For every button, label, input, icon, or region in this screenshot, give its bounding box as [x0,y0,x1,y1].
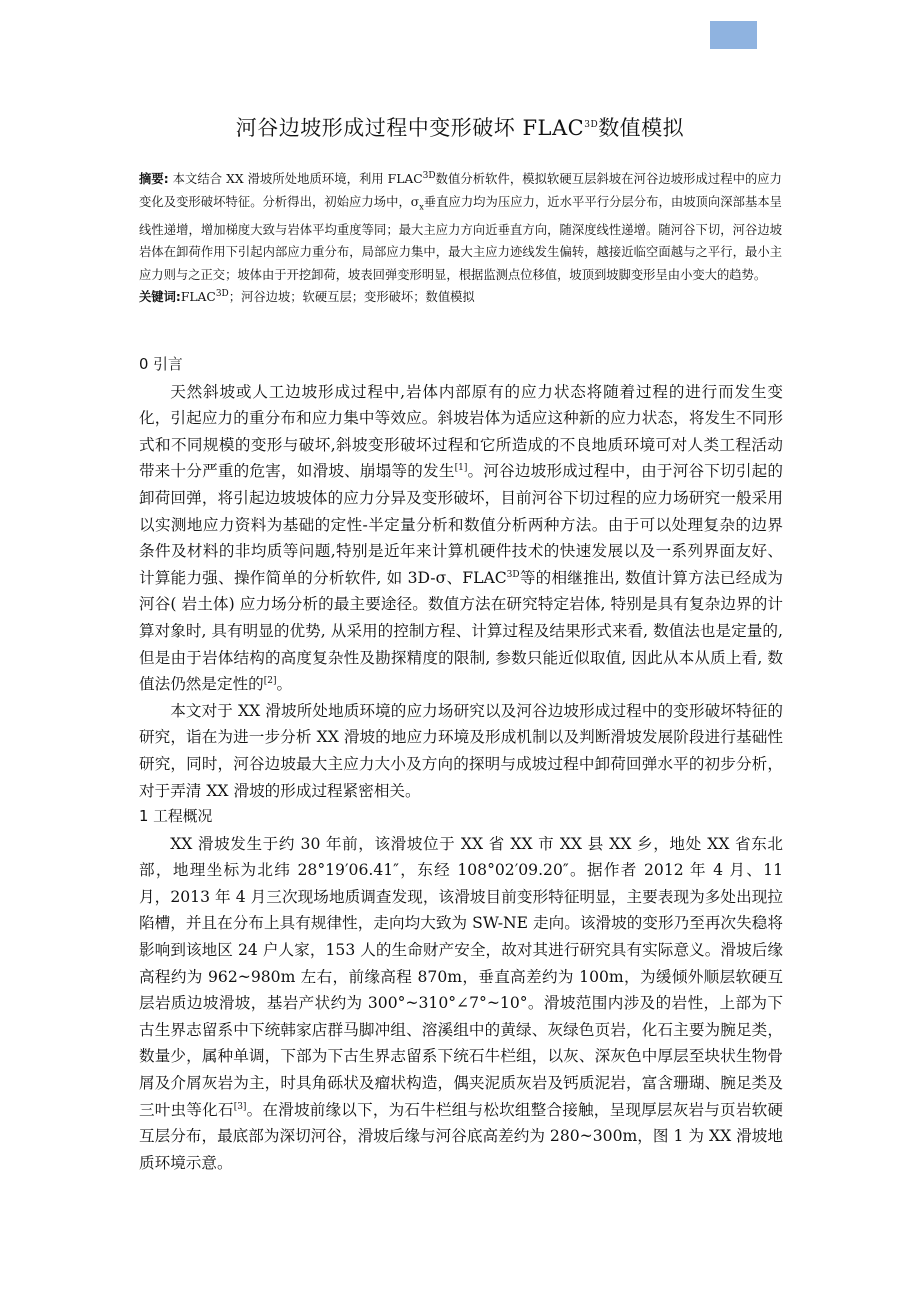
section-0-paragraph-2: 本文对于 XX 滑坡所处地质环境的应力场研究以及河谷边坡形成过程中的变形破坏特征的研究，诣在为进一步分析 XX 滑坡的地应力环境及形成机制以及判断滑坡发展阶段进行基础性研究，同时，河谷边坡最大主应力大小及方向的探明与成坡过程中卸荷回弹水平的初步分析，对于弄清 XX 滑坡的形成过程紧密相关。 [139,701,783,800]
section-1-paragraph-1 [139,831,783,1177]
body-text [139,352,783,1176]
keywords-label: 关键词: [139,290,181,305]
abstract-rest: 垂直应力均为压应力，近水平平行分层分布，由坡顶向深部基本呈线性递增，增加梯度大致与岩体平均重度等同；最大主应力方向近垂直方向，随深度线性递增。随河谷下切，河谷边坡岩体在卸荷作用下引起内部应力重分布，局部应力集中，最大主应力迹线发生偏转，越接近临空面越与之平行，最小主应力则与之正交；坡体由于开挖卸荷，坡表回弹变形明显，根据监测点位移值，坡顶到坡脚变形呈由小变大的趋势。 [139,194,782,282]
s0p1-part-c: 等的相继推出, 数值计算方法已经成为河谷( 岩土体) 应力场分析的最主要途径。数值方法在研究特定岩体, 特别是具有复杂边界的计算对象时, 具有明显的优势, 从采用的控制方程、计算过程及结果形式来看, 数值法也是定量的, 但是由于岩体结构的高度复杂性及勘探精度的限制, 参数只能近似取值, 因此从本从质上看, 数值法仍然是定性的 [139,568,783,694]
citation-2: [2] [263,675,277,686]
s0p1-part-b: 。河谷边坡形成过程中，由于河谷下切引起的卸荷回弹，将引起边坡坡体的应力分异及变形破坏，目前河谷下切过程的应力场研究一般采用以实测地应力资料为基础的定性-半定量分析和数值分析两种方法。由于可以处理复杂的边界条件及材料的非均质等问题,特别是近年来计算机硬件技术的快速发展以及一系列界面友好、计算能力强、操作简单的分析软件, 如 3D-σ、FLAC [139,462,783,587]
section-1-heading: 1 工程概况 [139,808,213,826]
s0p1-part-d: 。 [276,675,293,694]
s1p1-part-b: 。在滑坡前缘以下，为石牛栏组与松坎组整合接触，呈现厚层灰岩与页岩软硬互层分布，最底部为深切河谷，滑坡后缘与河谷底高差约为 280~300m，图 1 为 XX 滑坡地质环境示意。 [139,1100,783,1172]
abstract-pre: 本文结合 XX 滑坡所处地质环境，利用 FLAC [172,172,423,186]
keywords [139,286,782,309]
section-0-paragraph-1 [139,379,783,698]
section-0-heading: 0 引言 [139,356,183,373]
s1p1-part-a: XX 滑坡发生于约 30 年前，该滑坡位于 XX 省 XX 市 XX 县 XX 乡，地处 XX 省东北部，地理坐标为北纬 28°19′06.41″，东经 108°02′09.20″。据作者 2012 年 4 月、11 月，2013 年 4 月三次现场地质调查发现，该滑坡目前变形特征明显，主要表现为多处出现拉陷槽，并且在分布上具有规律性，走向均大致为 SW-NE 走向。该滑坡的变形乃至再次失稳将影响到该地区 24 户人家，153 人的生命财产安全，故对其进行研究具有实际意义。滑坡后缘高程约为 962~980m 左右，前缘高程 870m，垂直高差约为 100m，为缓倾外顺层软硬互层岩质边坡滑坡，基岩产状约为 300°~310°∠7°~10°。滑坡范围内涉及的岩性，上部为下古生界志留系中下统韩家店群马脚冲组、溶溪组中的黄绿、灰绿色页岩，化石主要为腕足类，数量少，属种单调，下部为下古生界志留系下统石牛栏组，以灰、深灰色中厚层至块状生物骨屑及介屑灰岩为主，时具角砾状及瘤状构造，偶夹泥质灰岩及钙质泥岩，富含珊瑚、腕足类及三叶虫等化石 [139,834,783,1119]
title-main: 河谷边坡形成过程中变形破坏 FLAC [235,116,585,140]
abstract-sup: 3D [422,170,436,181]
abstract-sub: x [419,202,424,212]
title-tail: 数值模拟 [598,116,685,140]
title-superscript: 3D [584,120,599,130]
abstract-label: 摘要: [139,172,169,186]
s0p1-sup: 3D [506,569,520,580]
citation-3: [3] [233,1101,247,1112]
abstract-text [139,168,782,286]
keywords-rest: ；河谷边坡；软硬互层；变形破坏；数值模拟 [228,290,475,305]
keywords-pre: FLAC [180,290,216,305]
abstract-post: 数值分析软件，模拟软硬互层斜坡在河谷边坡形成过程中的应力变化及变形破坏特征。分析得出，初始应力场中，σ [139,172,782,209]
citation-1: [1] [454,463,468,474]
page-title [0,112,920,142]
keywords-sup: 3D [215,289,229,300]
header-color-block [710,21,757,49]
abstract [139,168,782,309]
s0p1-part-a: 天然斜坡或人工边坡形成过程中,岩体内部原有的应力状态将随着过程的进行而发生变化，引起应力的重分布和应力集中等效应。斜坡岩体为适应这种新的应力状态，将发生不同形式和不同规模的变形与破坏,斜坡变形破坏过程和它所造成的不良地质环境可对人类工程活动带来十分严重的危害，如滑坡、崩塌等的发生 [139,382,783,481]
